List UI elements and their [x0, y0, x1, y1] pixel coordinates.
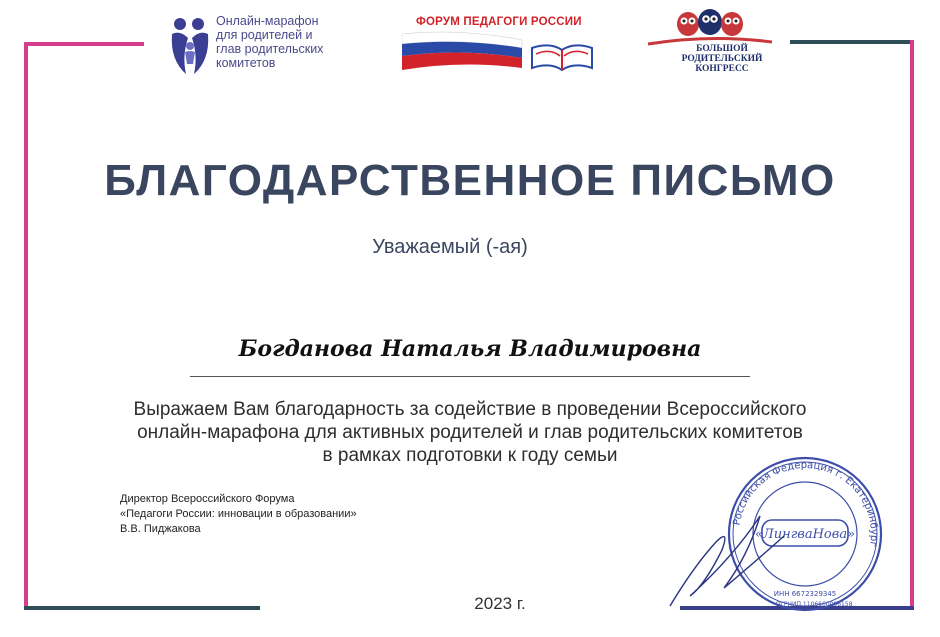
- marathon-logo: [168, 14, 368, 78]
- parents-congress-logo: [640, 8, 780, 80]
- russian-flag-book-icon: [402, 30, 602, 76]
- owls-icon: [640, 8, 780, 48]
- stamp-inn: ИНН 6672329345: [773, 590, 837, 598]
- recipient-underline: [190, 376, 750, 377]
- letter-year: 2023 г.: [474, 594, 526, 613]
- signature-block: [120, 492, 480, 537]
- forum-logo-title: ФОРУМ ПЕДАГОГИ РОССИИ: [416, 16, 582, 28]
- letter-body-line: Выражаем Вам благодарность за содействие в проведении Всероссийского: [133, 399, 807, 420]
- frame-right-top-line: [790, 40, 914, 44]
- letter-body-line: в рамках подготовки к году семьи: [322, 445, 618, 466]
- signature-line: «Педагоги России: инновации в образовании»: [120, 508, 357, 520]
- frame-right-line: [910, 40, 914, 610]
- letter-title: БЛАГОДАРСТВЕННОЕ ПИСЬМО: [104, 156, 836, 205]
- recipient-name: Богданова Наталья Владимировна: [238, 336, 702, 362]
- stamp-center-text: «ЛингваНова»: [754, 527, 856, 542]
- marathon-logo-text: Онлайн-марафон для родителей и глав родительских комитетов: [216, 14, 324, 70]
- letter-body-line: онлайн-марафона для активных родителей и глав родительских комитетов: [137, 422, 803, 443]
- stamp-ogrnip: ОГРНИП 1106660006158: [775, 601, 853, 608]
- salutation: Уважаемый (-ая): [372, 236, 528, 258]
- official-stamp: [664, 446, 884, 616]
- parents-congress-logo-text: БОЛЬШОЙ РОДИТЕЛЬСКИЙ КОНГРЕСС: [681, 44, 763, 74]
- frame-left-top-line: [24, 42, 144, 46]
- stamp-ring-text: Российская Федерация г. Екатеринбург: [731, 459, 880, 548]
- stamp-seal-icon: [664, 446, 884, 616]
- signature-line: В.В. Пиджакова: [120, 523, 201, 535]
- frame-left-bottom-line: [24, 606, 260, 610]
- signature-line: Директор Всероссийского Форума: [120, 493, 295, 505]
- family-icon: [168, 16, 212, 76]
- forum-logo: [402, 12, 602, 74]
- frame-left-line: [24, 42, 28, 608]
